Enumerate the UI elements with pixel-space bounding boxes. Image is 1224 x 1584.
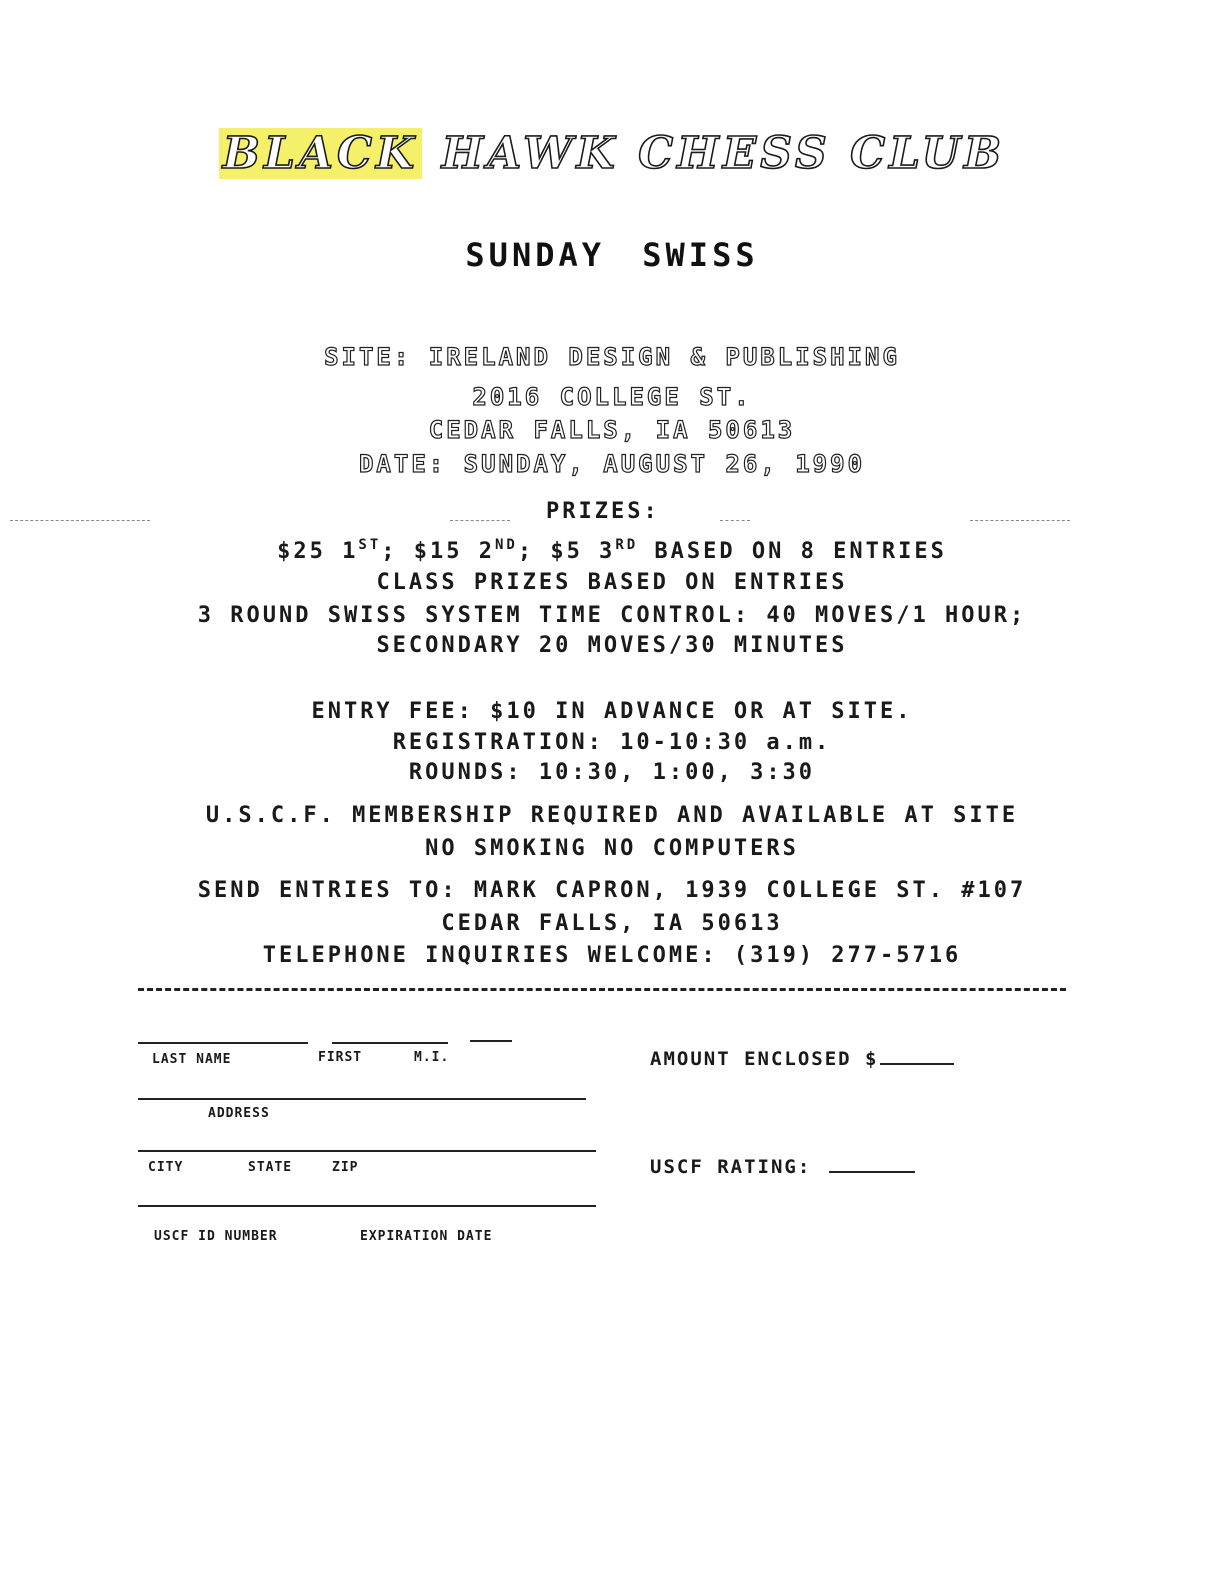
entry-fee: ENTRY FEE: $10 IN ADVANCE OR AT SITE. bbox=[311, 699, 913, 724]
scan-speck bbox=[720, 520, 750, 522]
first-name-line[interactable] bbox=[332, 1042, 448, 1044]
form-separator bbox=[138, 988, 1066, 991]
site-rules: NO SMOKING NO COMPUTERS bbox=[425, 836, 799, 861]
registration-time: REGISTRATION: 10-10:30 a.m. bbox=[392, 730, 832, 755]
city-label: CITY bbox=[148, 1160, 184, 1175]
title-rest: HAWK CHESS CLUB bbox=[441, 128, 1006, 179]
mi-line[interactable] bbox=[470, 1040, 512, 1042]
club-title bbox=[0, 128, 1224, 179]
scan-speck bbox=[970, 520, 1070, 522]
city-state-zip-line[interactable] bbox=[138, 1150, 596, 1152]
telephone-inquiries: TELEPHONE INQUIRIES WELCOME: (319) 277-5716 bbox=[262, 943, 962, 968]
class-prizes: CLASS PRIZES BASED ON ENTRIES bbox=[376, 570, 848, 595]
membership-requirement: U.S.C.F. MEMBERSHIP REQUIRED AND AVAILABLE AT SITE bbox=[205, 803, 1019, 828]
amount-enclosed: AMOUNT ENCLOSED $ bbox=[650, 1048, 954, 1070]
contact-city: CEDAR FALLS, IA 50613 bbox=[441, 911, 783, 936]
zip-label: ZIP bbox=[332, 1160, 359, 1175]
site-street: 2016 COLLEGE ST. bbox=[472, 383, 752, 411]
event-subtitle: SUNDAY SWISS bbox=[465, 236, 759, 274]
round-times: ROUNDS: 10:30, 1:00, 3:30 bbox=[408, 760, 816, 785]
last-name-line[interactable] bbox=[138, 1042, 308, 1044]
prizes-heading: PRIZES: bbox=[546, 499, 660, 524]
uscf-id-label: USCF ID NUMBER bbox=[154, 1229, 278, 1244]
address-line[interactable] bbox=[138, 1098, 586, 1100]
highlighted-title-word: BLACK bbox=[219, 128, 423, 179]
mi-label: M.I. bbox=[414, 1050, 450, 1065]
uscf-id-line[interactable] bbox=[138, 1205, 596, 1207]
uscf-rating-field[interactable] bbox=[829, 1171, 915, 1173]
first-name-label: FIRST bbox=[318, 1050, 363, 1065]
amount-enclosed-field[interactable] bbox=[880, 1063, 954, 1065]
last-name-label: LAST NAME bbox=[152, 1052, 232, 1067]
time-control: 3 ROUND SWISS SYSTEM TIME CONTROL: 40 MOVES/1 HOUR; bbox=[197, 603, 1027, 628]
event-date: DATE: SUNDAY, AUGUST 26, 1990 bbox=[358, 450, 866, 478]
expiration-label: EXPIRATION DATE bbox=[360, 1229, 493, 1244]
uscf-rating: USCF RATING: bbox=[650, 1156, 915, 1178]
site-line: SITE: IRELAND DESIGN & PUBLISHING bbox=[324, 343, 900, 371]
send-entries: SEND ENTRIES TO: MARK CAPRON, 1939 COLLEGE ST. #107 bbox=[197, 878, 1027, 903]
address-label: ADDRESS bbox=[208, 1106, 270, 1121]
prize-amounts: $25 1ST; $15 2ND; $5 3RD BASED ON 8 ENTRIES bbox=[277, 537, 947, 564]
scan-speck bbox=[10, 520, 150, 522]
state-label: STATE bbox=[248, 1160, 293, 1175]
scan-speck bbox=[450, 520, 510, 522]
site-city: CEDAR FALLS, IA 50613 bbox=[428, 416, 796, 444]
secondary-control: SECONDARY 20 MOVES/30 MINUTES bbox=[376, 633, 848, 658]
